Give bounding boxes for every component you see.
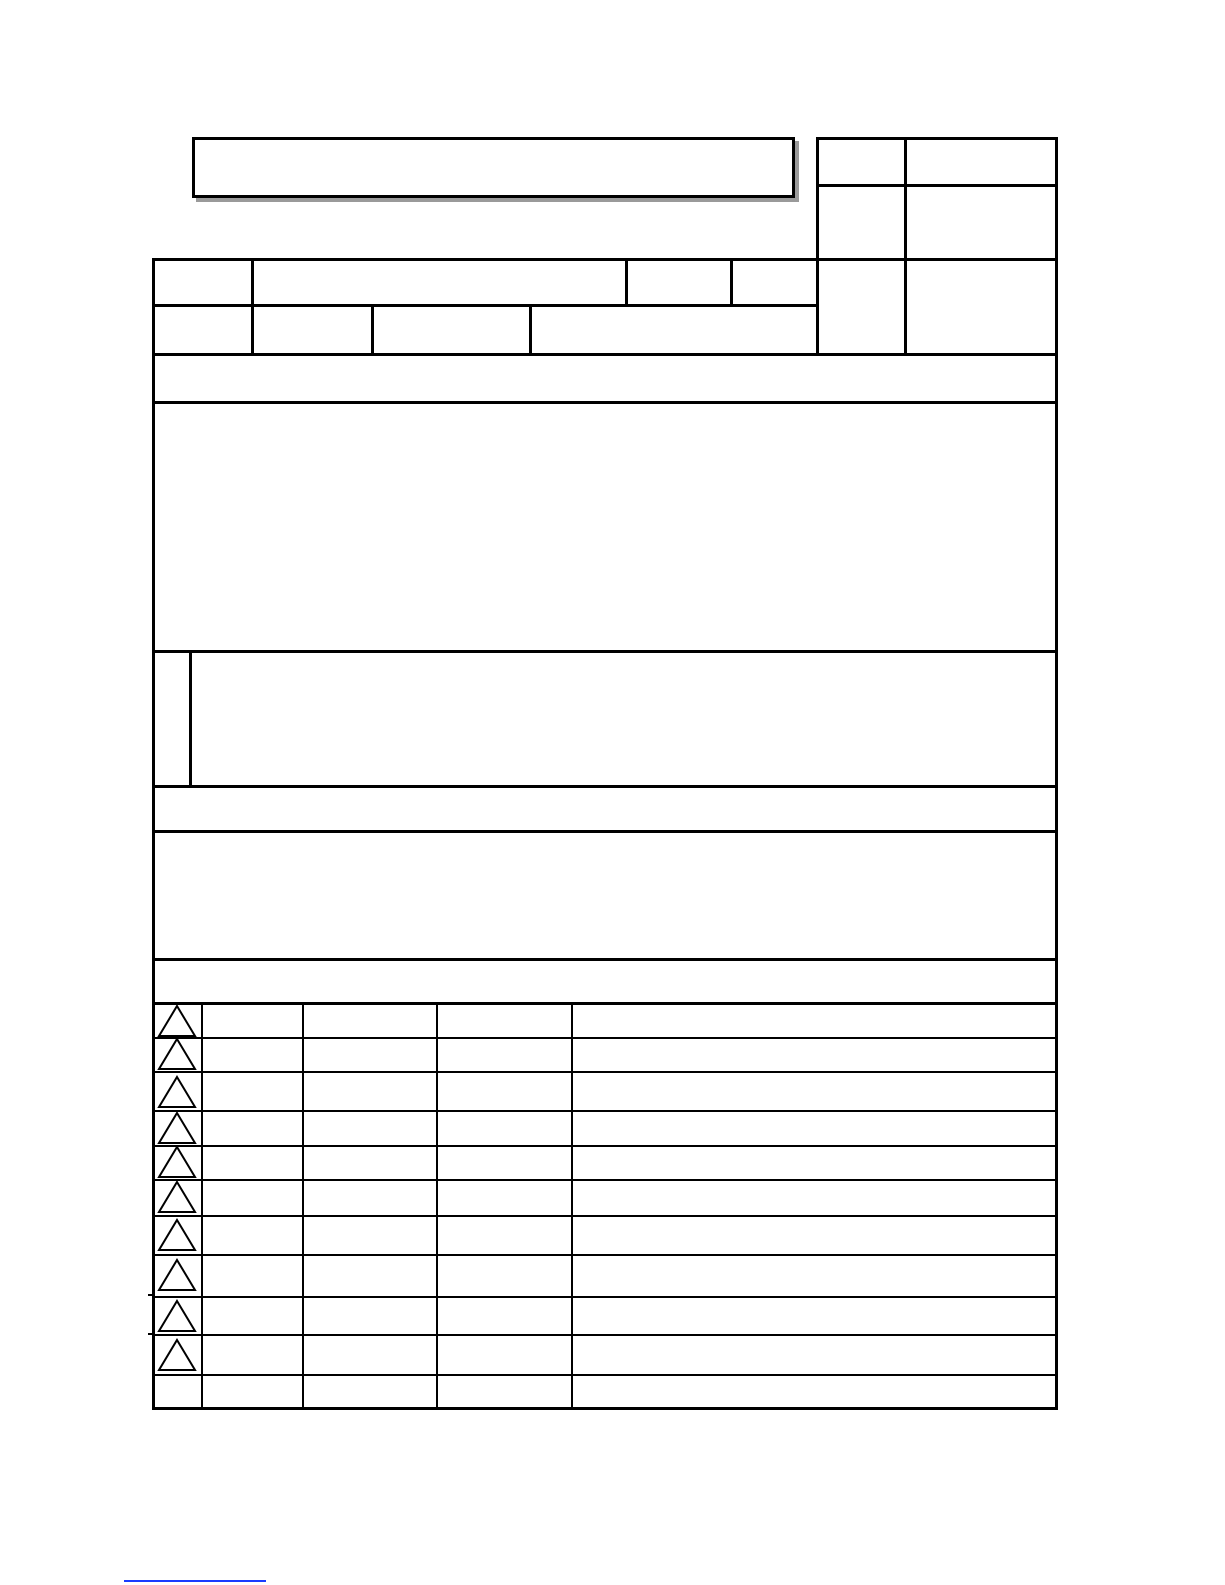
table-row-line: [152, 1037, 1058, 1039]
margin-tick: [148, 1333, 154, 1335]
row1-divider-a: [251, 258, 254, 355]
footer-link[interactable]: [124, 1580, 266, 1582]
row-line-1: [152, 258, 1058, 261]
row-line-8: [152, 958, 1058, 961]
revision-triangle-icon: [157, 1145, 197, 1179]
header-top-border: [817, 137, 1058, 140]
row-line-7: [152, 830, 1058, 833]
table-row-line: [152, 1334, 1058, 1336]
revision-triangle-icon: [157, 1111, 197, 1145]
row1-divider-d: [816, 258, 819, 355]
row-line-9: [152, 1002, 1058, 1005]
table-row-line: [152, 1296, 1058, 1298]
table-row-line: [152, 1110, 1058, 1112]
row1-divider-b: [625, 258, 628, 306]
rev-col-divider-4: [571, 1002, 573, 1408]
revision-triangle-icon: [157, 1004, 197, 1038]
table-row-line: [152, 1145, 1058, 1147]
row-line-4: [152, 401, 1058, 404]
header-divider-1: [817, 184, 1058, 187]
rev-col-divider-3: [436, 1002, 438, 1408]
row-line-6: [152, 785, 1058, 788]
table-row-line: [152, 1254, 1058, 1256]
revision-triangle-icon: [157, 1299, 197, 1333]
table-row-line: [152, 1179, 1058, 1181]
margin-tick: [148, 1294, 154, 1296]
row1-divider-e: [904, 258, 907, 355]
revision-triangle-icon: [157, 1258, 197, 1292]
table-row-line: [152, 1071, 1058, 1073]
revision-triangle-icon: [157, 1180, 197, 1214]
row2-divider-a: [371, 304, 374, 355]
row1-divider-c: [730, 258, 733, 306]
frame-bottom-border: [152, 1407, 1058, 1410]
revision-triangle-icon: [157, 1338, 197, 1372]
table-row-line: [152, 1374, 1058, 1376]
rev-col-divider-2: [302, 1002, 304, 1408]
row-line-5: [152, 650, 1058, 653]
rev-col-divider-1: [201, 1002, 203, 1408]
table-row-line: [152, 1215, 1058, 1217]
document-title-box: [192, 137, 795, 198]
row2-divider-b: [529, 304, 532, 355]
revision-triangle-icon: [157, 1037, 197, 1071]
frame-left-border: [152, 258, 155, 1410]
row-line-3: [152, 353, 1058, 356]
revision-triangle-icon: [157, 1075, 197, 1109]
frame-right-border: [1055, 258, 1058, 1410]
section-left-column-divider: [189, 650, 192, 787]
revision-triangle-icon: [157, 1218, 197, 1252]
